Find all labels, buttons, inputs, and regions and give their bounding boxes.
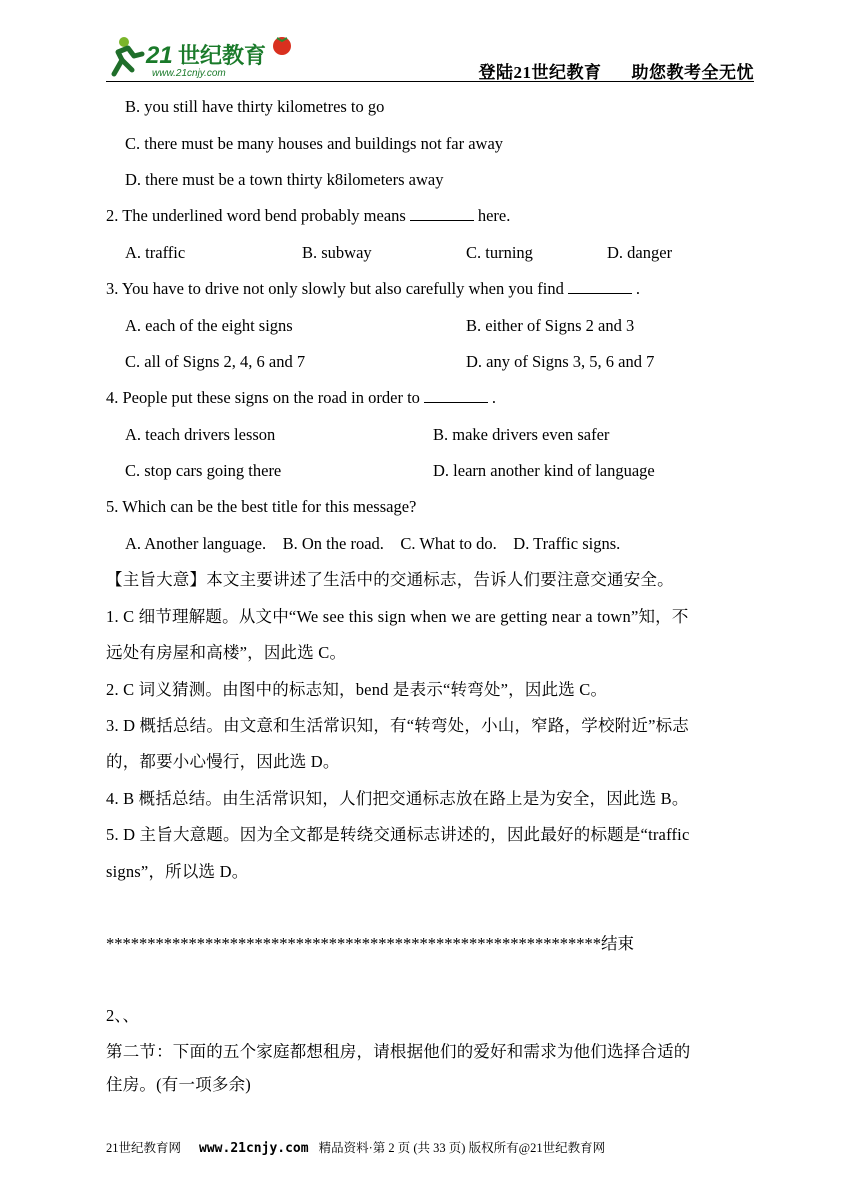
q4-stem-text: 4. People put these signs on the road in order to (106, 388, 420, 407)
analysis-q4: 4. B 概括总结。由生活常识知，人们把交通标志放在路上是为安全，因此选 B。 (106, 789, 689, 808)
q3-stem-tail: . (635, 279, 640, 298)
end-separator: ************************************************************结束 (106, 934, 634, 953)
section-instruction-line1: 第二节：下面的五个家庭都想租房，请根据他们的爱好和需求为他们选择合适的 (106, 1042, 691, 1061)
q2-option-a: A. traffic (125, 243, 186, 262)
q1-option-b: B. you still have thirty kilometres to go (125, 97, 385, 116)
header-divider (106, 81, 754, 82)
q3-option-d: D. any of Signs 3, 5, 6 and 7 (466, 352, 655, 371)
analysis-q2: 2. C 词义猜测。由图中的标志知，bend 是表示“转弯处”，因此选 C。 (106, 680, 608, 699)
analysis-q3-line2: 的，都要小心慢行，因此选 D。 (106, 752, 340, 771)
q4-stem-tail: . (491, 388, 497, 407)
section-number: 2、、 (106, 1006, 139, 1025)
q5-options: A. Another language. B. On the road. C. What to do. D. Traffic signs. (125, 534, 621, 553)
q4-stem (106, 388, 496, 408)
analysis-main-idea: 【主旨大意】本文主要讲述了生活中的交通标志，告诉人们要注意交通安全。 (106, 570, 674, 589)
q2-stem (106, 206, 510, 226)
analysis-q5-line1: 5. D 主旨大意题。因为全文都是转绕交通标志讲述的，因此最好的标题是“traffic (106, 825, 690, 844)
footer-site: 21世纪教育网 (106, 1141, 182, 1155)
analysis-q1-line2: 远处有房屋和高楼”，因此选 C。 (106, 643, 347, 662)
header-tag-login: 登陆21世纪教育 (478, 63, 602, 82)
header-tag-slogan: 助您教考全无忧 (631, 63, 754, 82)
q3-stem (106, 279, 640, 299)
q3-option-b: B. either of Signs 2 and 3 (466, 316, 635, 335)
q2-option-c: C. turning (466, 243, 533, 262)
analysis-q3-line1: 3. D 概括总结。由文意和生活常识知，有“转弯处，小山，窄路，学校附近”标志 (106, 716, 689, 735)
answer-blank (410, 206, 474, 221)
svg-text:21: 21 (146, 42, 173, 69)
site-logo (106, 30, 306, 80)
q1-option-d: D. there must be a town thirty k8ilometers away (125, 170, 444, 189)
q2-stem-tail: here. (477, 206, 511, 225)
footer-url[interactable]: www.21cnjy.com (199, 1141, 309, 1156)
q4-option-a: A. teach drivers lesson (125, 425, 276, 444)
q2-option-d: D. danger (607, 243, 673, 262)
q2-stem-text: 2. The underlined word bend probably means (106, 206, 406, 225)
answer-blank (568, 279, 632, 294)
section-instruction-line2: 住房。(有一项多余) (106, 1075, 251, 1094)
q3-option-c: C. all of Signs 2, 4, 6 and 7 (125, 352, 306, 371)
page-header (106, 30, 754, 80)
q1-option-c: C. there must be many houses and buildings not far away (125, 134, 504, 153)
q2-option-b: B. subway (302, 243, 372, 262)
q4-option-d: D. learn another kind of language (433, 461, 655, 480)
footer-page-info: 精品资料·第 2 页 (共 33 页) 版权所有@21世纪教育网 (318, 1141, 606, 1155)
q4-option-c: C. stop cars going there (125, 461, 282, 480)
svg-text:www.21cnjy.com: www.21cnjy.com (152, 68, 226, 79)
header-slogan (479, 58, 755, 83)
page-footer (106, 1138, 605, 1156)
svg-text:世纪教育: 世纪教育 (178, 44, 267, 69)
q3-stem-text: 3. You have to drive not only slowly but also carefully when you find (106, 279, 564, 298)
q3-option-a: A. each of the eight signs (125, 316, 293, 335)
analysis-q5-line2: signs”，所以选 D。 (106, 862, 249, 881)
q4-option-b: B. make drivers even safer (433, 425, 610, 444)
q5-stem: 5. Which can be the best title for this message? (106, 497, 417, 516)
analysis-q1-line1: 1. C 细节理解题。从文中“We see this sign when we are getting near a town”知，不 (106, 607, 689, 626)
answer-blank (424, 388, 488, 403)
